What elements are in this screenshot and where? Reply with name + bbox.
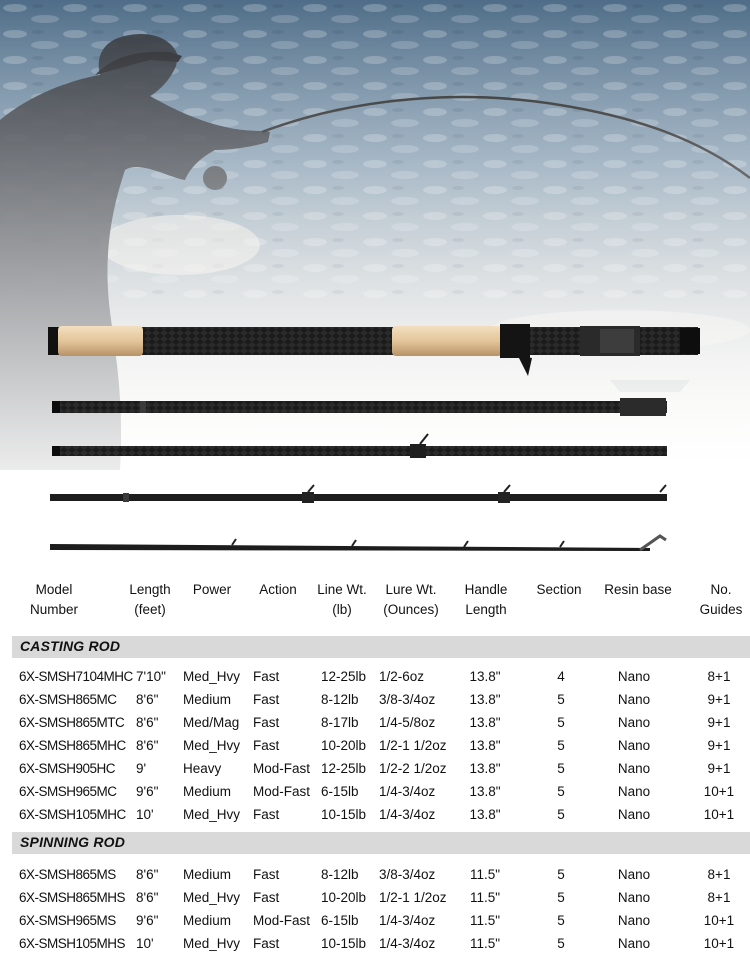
cell-lure-weight: 1/2-1 1/2oz	[379, 890, 447, 905]
section-title: SPINNING ROD	[20, 834, 126, 850]
cell-power: Med_Hvy	[183, 669, 241, 684]
cell-length: 8'6"	[136, 692, 159, 707]
table-row	[0, 864, 750, 887]
cell-line-weight: 12-25lb	[321, 669, 367, 684]
cell-section: 5	[557, 913, 565, 928]
table-row	[0, 758, 750, 781]
cell-model: 6X-SMSH865MC	[19, 692, 117, 707]
cell-power: Med/Mag	[183, 715, 240, 730]
cell-lure-weight: 1/4-3/4oz	[379, 807, 436, 822]
cell-guides: 9+1	[707, 738, 731, 753]
cell-handle-length: 13.8"	[469, 761, 501, 776]
table-row	[0, 735, 750, 758]
angler-photo	[0, 0, 750, 470]
cell-resin-base: Nano	[617, 867, 651, 882]
cell-action: Mod-Fast	[253, 913, 311, 928]
rod-section-4	[50, 536, 666, 551]
cell-line-weight: 10-15lb	[321, 936, 367, 951]
header-model: Model Number	[29, 582, 78, 617]
cell-length: 8'6"	[136, 738, 159, 753]
cell-model: 6X-SMSH105MHS	[19, 936, 126, 951]
cell-guides: 8+1	[707, 867, 731, 882]
cell-line-weight: 10-15lb	[321, 807, 367, 822]
cell-guides: 9+1	[707, 715, 731, 730]
cell-power: Medium	[183, 867, 232, 882]
cell-section: 5	[557, 761, 565, 776]
rod-section-3	[50, 485, 667, 503]
cell-action: Fast	[253, 738, 280, 753]
table-row	[0, 887, 750, 910]
cell-section: 5	[557, 692, 565, 707]
cell-length: 8'6"	[136, 715, 159, 730]
cell-model: 6X-SMSH865MHC	[19, 738, 126, 753]
cell-line-weight: 6-15lb	[321, 784, 359, 799]
cell-action: Fast	[253, 867, 280, 882]
cell-action: Fast	[253, 807, 280, 822]
cell-resin-base: Nano	[617, 936, 651, 951]
cell-resin-base: Nano	[617, 890, 651, 905]
cell-section: 5	[557, 807, 565, 822]
cell-model: 6X-SMSH905HC	[19, 761, 116, 776]
cell-power: Med_Hvy	[183, 890, 241, 905]
cell-resin-base: Nano	[617, 738, 651, 753]
cell-length: 8'6"	[136, 867, 159, 882]
rod-sections-drawing	[0, 470, 750, 575]
cell-length: 10'	[136, 807, 154, 822]
cell-power: Heavy	[183, 761, 222, 776]
cell-power: Med_Hvy	[183, 936, 241, 951]
cell-guides: 9+1	[707, 692, 731, 707]
cell-model: 6X-SMSH865MHS	[19, 890, 126, 905]
cell-handle-length: 11.5"	[469, 913, 501, 928]
header-guides: No. Guides	[699, 582, 743, 617]
section-header-spinning	[12, 832, 750, 854]
table-row	[0, 804, 750, 827]
header-action: Action	[259, 582, 297, 597]
cell-handle-length: 13.8"	[469, 807, 501, 822]
cell-power: Medium	[183, 692, 232, 707]
cell-model: 6X-SMSH7104MHC	[19, 669, 133, 684]
table-row	[0, 666, 750, 689]
cell-handle-length: 13.8"	[469, 669, 501, 684]
header-power: Power	[192, 582, 232, 597]
cell-action: Fast	[253, 890, 280, 905]
cell-guides: 10+1	[703, 807, 735, 822]
cell-handle-length: 11.5"	[469, 867, 501, 882]
cell-action: Fast	[253, 692, 280, 707]
cell-section: 5	[557, 890, 565, 905]
cell-guides: 8+1	[707, 669, 731, 684]
cell-model: 6X-SMSH865MTC	[19, 715, 125, 730]
cell-power: Med_Hvy	[183, 738, 241, 753]
cell-lure-weight: 1/2-6oz	[379, 669, 425, 684]
section-title: CASTING ROD	[20, 638, 121, 654]
cell-line-weight: 8-17lb	[321, 715, 359, 730]
cell-section: 5	[557, 867, 565, 882]
cell-resin-base: Nano	[617, 784, 651, 799]
table-row	[0, 933, 750, 956]
cell-length: 8'6"	[136, 890, 159, 905]
cell-guides: 10+1	[703, 936, 735, 951]
cell-length: 7'10"	[136, 669, 166, 684]
cell-guides: 10+1	[703, 913, 735, 928]
cell-lure-weight: 1/4-5/8oz	[379, 715, 436, 730]
hero-photo	[0, 0, 750, 470]
cell-resin-base: Nano	[617, 761, 651, 776]
section-header-casting	[12, 636, 750, 658]
header-handle-length: Handle Length	[464, 582, 508, 617]
cell-length: 9'	[136, 761, 147, 776]
cell-action: Mod-Fast	[253, 761, 311, 776]
header-resin-base: Resin base	[604, 582, 672, 597]
cell-guides: 9+1	[707, 761, 731, 776]
cell-model: 6X-SMSH865MS	[19, 867, 116, 882]
cell-handle-length: 13.8"	[469, 692, 501, 707]
cell-power: Med_Hvy	[183, 807, 241, 822]
header-section: Section	[536, 582, 582, 597]
cell-line-weight: 8-12lb	[321, 867, 359, 882]
cell-section: 5	[557, 936, 565, 951]
cell-action: Fast	[253, 669, 280, 684]
cell-handle-length: 11.5"	[469, 936, 501, 951]
cell-section: 5	[557, 784, 565, 799]
cell-action: Fast	[253, 936, 280, 951]
cell-guides: 8+1	[707, 890, 731, 905]
cell-resin-base: Nano	[617, 913, 651, 928]
cell-model: 6X-SMSH965MC	[19, 784, 117, 799]
header-line-weight: Line Wt. (lb)	[317, 582, 367, 617]
cell-lure-weight: 1/4-3/4oz	[379, 936, 436, 951]
cell-action: Mod-Fast	[253, 784, 311, 799]
cell-section: 5	[557, 738, 565, 753]
cell-line-weight: 8-12lb	[321, 692, 359, 707]
cell-line-weight: 10-20lb	[321, 890, 367, 905]
cell-power: Medium	[183, 913, 232, 928]
table-row	[0, 781, 750, 804]
cell-length: 9'6"	[136, 913, 159, 928]
cell-resin-base: Nano	[617, 669, 651, 684]
cell-length: 10'	[136, 936, 154, 951]
cell-lure-weight: 1/2-1 1/2oz	[379, 738, 447, 753]
table-row	[0, 910, 750, 933]
cell-lure-weight: 1/2-2 1/2oz	[379, 761, 447, 776]
cell-line-weight: 12-25lb	[321, 761, 367, 776]
rod-sections	[0, 470, 750, 575]
cell-resin-base: Nano	[617, 807, 651, 822]
cell-handle-length: 11.5"	[469, 890, 501, 905]
cell-action: Fast	[253, 715, 280, 730]
cell-guides: 10+1	[703, 784, 735, 799]
header-length: Length (feet)	[129, 582, 171, 617]
cell-resin-base: Nano	[617, 692, 651, 707]
cell-handle-length: 13.8"	[469, 715, 501, 730]
cell-power: Medium	[183, 784, 232, 799]
cell-resin-base: Nano	[617, 715, 651, 730]
cell-section: 5	[557, 715, 565, 730]
table-row	[0, 689, 750, 712]
cell-lure-weight: 3/8-3/4oz	[379, 867, 436, 882]
cell-lure-weight: 3/8-3/4oz	[379, 692, 436, 707]
cell-model: 6X-SMSH965MS	[19, 913, 116, 928]
cell-lure-weight: 1/4-3/4oz	[379, 784, 436, 799]
cell-handle-length: 13.8"	[469, 784, 501, 799]
table-row	[0, 712, 750, 735]
cell-line-weight: 6-15lb	[321, 913, 359, 928]
cell-length: 9'6"	[136, 784, 159, 799]
cell-lure-weight: 1/4-3/4oz	[379, 913, 436, 928]
cell-line-weight: 10-20lb	[321, 738, 367, 753]
cell-handle-length: 13.8"	[469, 738, 501, 753]
cell-section: 4	[557, 669, 565, 684]
cell-model: 6X-SMSH105MHC	[19, 807, 126, 822]
header-lure-weight: Lure Wt. (Ounces)	[383, 582, 439, 617]
